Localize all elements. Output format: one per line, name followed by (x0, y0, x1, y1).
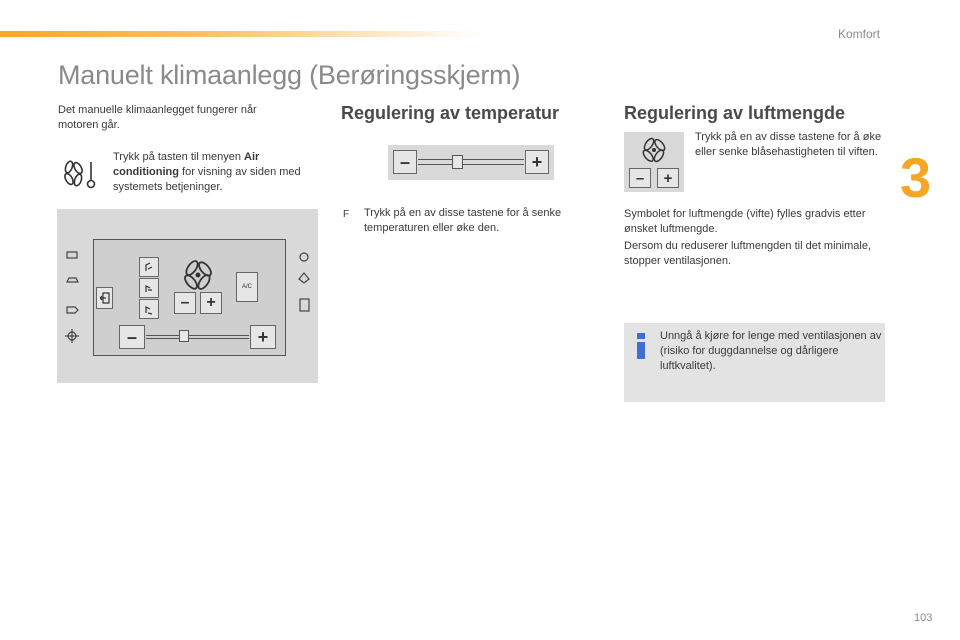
seat-airflow-icon (143, 261, 155, 273)
info-icon (636, 333, 646, 359)
plus-icon: + (257, 326, 269, 347)
section-label: Komfort (838, 27, 881, 41)
distribution-windscreen-button[interactable] (139, 257, 159, 277)
plus-icon: + (206, 294, 216, 311)
menu-name: Air conditioning (113, 151, 260, 178)
car-icon (67, 278, 78, 282)
distribution-feet-button[interactable] (139, 299, 159, 319)
minus-icon: – (635, 169, 645, 187)
temp-increase-button[interactable] (525, 150, 549, 174)
climate-screen (93, 239, 286, 356)
info-text: Unngå å kjøre for lenge med ventilasjonen av (risiko for duggdannelse og dårligere luftkvalitet). (660, 330, 882, 372)
airflow-description-2: Dersom du reduserer luftmengden til det minimale, stopper ventilasjonen. (624, 240, 872, 267)
temperature-heading: Regulering av temperatur (341, 103, 560, 123)
temp-decrease-button[interactable] (119, 325, 145, 349)
air-conditioning-icon (60, 158, 104, 190)
side-menu-icons-left (65, 249, 81, 349)
temp-increase-button[interactable] (250, 325, 276, 349)
page-title: Manuelt klimaanlegg (Berøringsskjerm) (58, 60, 521, 90)
temp-slider-thumb[interactable] (452, 155, 463, 169)
fan-icon (181, 258, 215, 292)
plus-icon: + (531, 151, 543, 172)
touchscreen-illustration (57, 209, 318, 383)
info-box (624, 323, 885, 402)
temperature-instruction: Trykk på en av disse tastene for å senke temperaturen eller øke den. (364, 207, 562, 234)
page-number: 103 (914, 612, 933, 624)
recirculation-icon (299, 273, 309, 283)
nav-icon (67, 307, 78, 313)
airflow-heading: Regulering av luftmengde (624, 103, 846, 123)
menu-instruction: Trykk på tasten til menyen Air conditioning for visning av siden med systemets betjeninger. (113, 151, 301, 193)
demist-icon (300, 299, 309, 311)
fan-settings-icon (300, 253, 308, 261)
fan-increase-button[interactable] (657, 168, 679, 188)
bullet-marker: F (343, 209, 350, 220)
plus-icon: + (663, 169, 673, 187)
fan-decrease-button[interactable] (174, 292, 196, 314)
minus-icon: – (399, 151, 410, 172)
back-button[interactable] (96, 287, 113, 309)
climate-icon (67, 252, 77, 258)
fan-decrease-button[interactable] (629, 168, 651, 188)
distribution-face-button[interactable] (139, 278, 159, 298)
airflow-description-1: Symbolet for luftmengde (vifte) fylles gradvis etter ønsket luftmengde. (624, 208, 866, 235)
header-accent-bar (0, 31, 480, 37)
airflow-instruction: Trykk på en av disse tastene for å øke eller senke blåsehastigheten til viften. (695, 131, 882, 158)
temp-slider-thumb[interactable] (179, 330, 189, 342)
airflow-control-illustration (624, 132, 684, 192)
fan-icon (640, 136, 668, 164)
intro-text: Det manuelle klimaanlegget fungerer når motoren går. (58, 104, 257, 131)
temperature-control-illustration (388, 145, 554, 180)
seat-airflow-icon (143, 282, 155, 294)
minus-icon: – (180, 294, 190, 311)
seat-airflow-icon (143, 303, 155, 315)
temp-decrease-button[interactable] (393, 150, 417, 174)
temp-slider[interactable] (418, 159, 524, 165)
chapter-number: 3 (900, 146, 932, 209)
minus-icon: – (126, 326, 137, 347)
temp-slider[interactable] (146, 335, 249, 339)
ac-button[interactable]: A/C (236, 272, 258, 302)
fan-increase-button[interactable] (200, 292, 222, 314)
back-icon (100, 292, 110, 304)
side-menu-icons-right (297, 249, 313, 319)
